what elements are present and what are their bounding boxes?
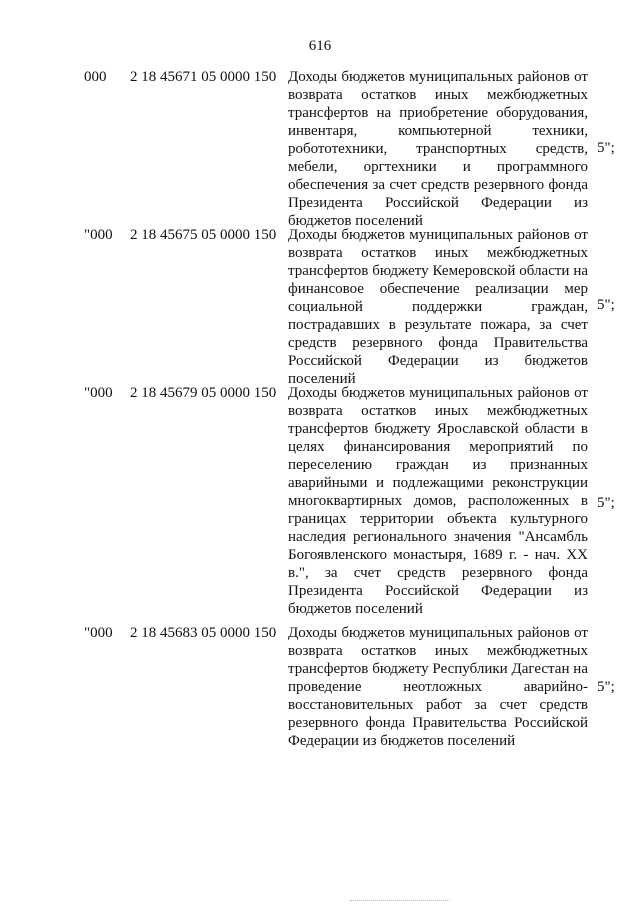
admin-code: "000	[84, 625, 113, 641]
income-description: Доходы бюджетов муниципальных районов от возврата остатков иных межбюджетных трансфертов бюджету Республики Дагестан на проведение неотложных аварийно-восстановительных работ за счет средств резервного фонда Правительства Российской Федерации из бюджетов поселений	[288, 625, 588, 749]
scan-artifact	[350, 900, 450, 903]
table-row	[0, 384, 640, 620]
budget-classification-code: 2 18 45671 05 0000 150	[130, 69, 277, 85]
income-description: Доходы бюджетов муниципальных районов от возврата остатков иных межбюджетных трансфертов на приобретение оборудования, инвентаря, компьютерной техники, робототехники, транспортных средств, мебели, оргтехники и программного обеспечения за счет средств резервного фонда Президента Российской Федерации из бюджетов поселений	[288, 69, 588, 229]
income-description: Доходы бюджетов муниципальных районов от возврата остатков иных межбюджетных трансфертов бюджету Ярославской области в целях финансирования мероприятий по переселению граждан из признанных аварийными и подлежащими реконструкции многоквартирных домов, расположенных в границах территории объекта культурного наследия регионального значения "Ансамбль Богоявленского монастыря, 1689 г. - нач. XX в.", за счет средств резервного фонда Президента Российской Федерации из бюджетов поселений	[288, 385, 588, 617]
budget-classification-code: 2 18 45683 05 0000 150	[130, 625, 277, 641]
income-description: Доходы бюджетов муниципальных районов от возврата остатков иных межбюджетных трансфертов бюджету Кемеровской области на финансовое обеспечение реализации мер социальной поддержки граждан, пострадавших в результате пожара, за счет средств резервного фонда Правительства Российской Федерации из бюджетов поселений	[288, 227, 588, 387]
table-row	[0, 226, 640, 387]
admin-code: "000	[84, 385, 113, 401]
row-end-marker: 5";	[597, 679, 615, 695]
budget-classification-code: 2 18 45675 05 0000 150	[130, 227, 277, 243]
table-row	[0, 68, 640, 229]
budget-classification-code: 2 18 45679 05 0000 150	[130, 385, 277, 401]
row-end-marker: 5";	[597, 140, 615, 156]
page-number: 616	[308, 38, 332, 54]
row-end-marker: 5";	[597, 297, 615, 313]
table-row	[0, 624, 640, 749]
admin-code: 000	[84, 69, 107, 85]
row-end-marker: 5";	[597, 495, 615, 511]
admin-code: "000	[84, 227, 113, 243]
